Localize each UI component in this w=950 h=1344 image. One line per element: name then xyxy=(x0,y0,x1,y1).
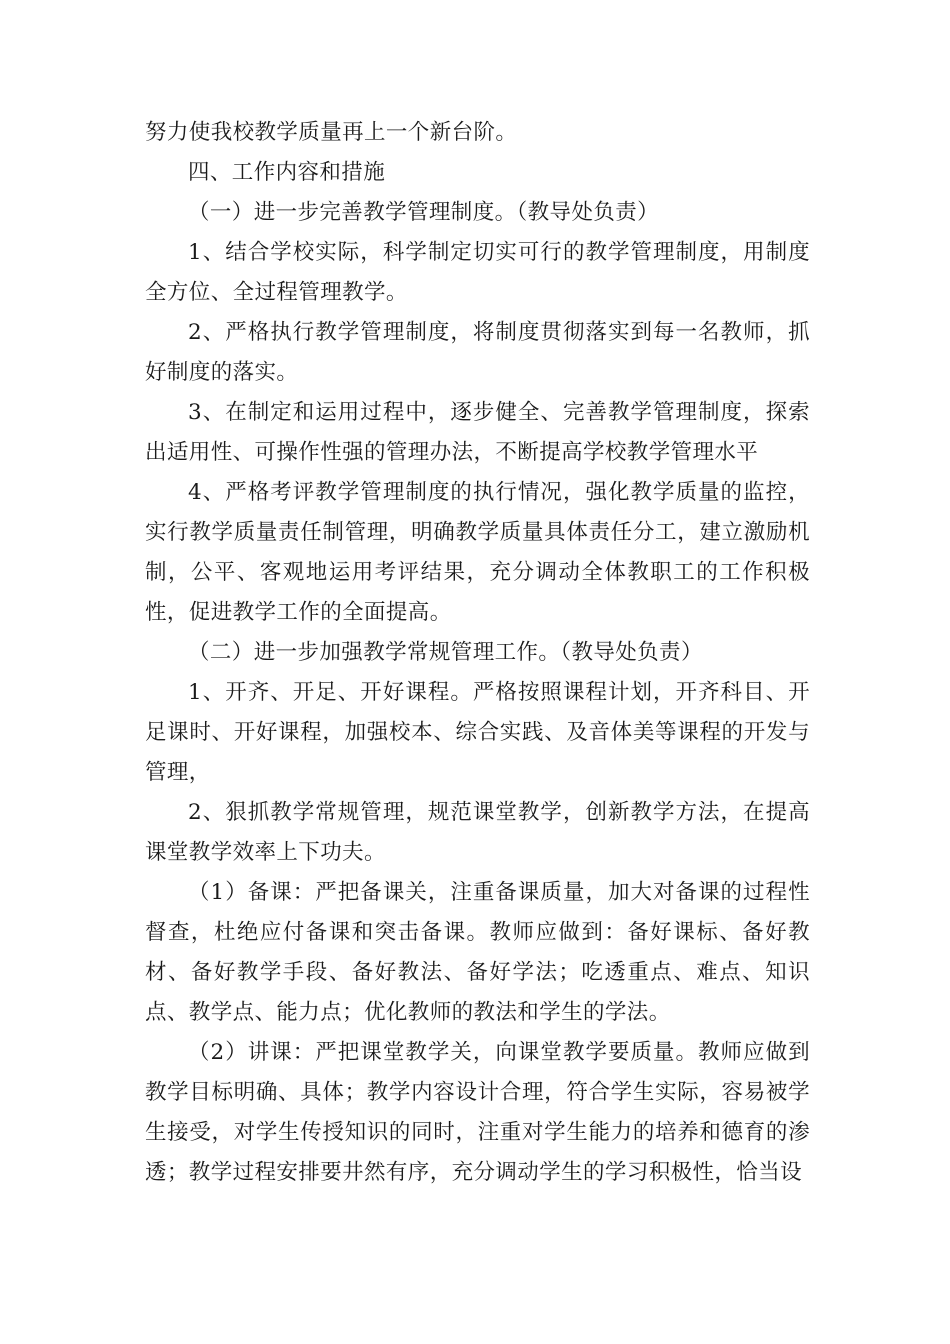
subsection-heading-one: （一）进一步完善教学管理制度。（教导处负责） xyxy=(188,200,660,225)
subsection-heading-two: （二）进一步加强教学常规管理工作。（教导处负责） xyxy=(188,640,703,665)
section-heading-four: 四、工作内容和措施 xyxy=(188,160,386,185)
paragraph-continuation: 努力使我校教学质量再上一个新台阶。 xyxy=(145,120,518,145)
paragraph-lecturing: （2）讲课：严把课堂教学关，向课堂教学要质量。教师应做到教学目标明确、具体；教学内容设计合理，符合学生实际，容易被学生接受，对学生传授知识的同时，注重对学生能力的培养和德育的渗透；教学过程安排要井然有序，充分调动学生的学习积极性，恰当设 xyxy=(145,1040,810,1185)
paragraph-item-2b: 2、狠抓教学常规管理，规范课堂教学，创新教学方法，在提高课堂教学效率上下功夫。 xyxy=(145,800,810,865)
paragraph-item-3: 3、在制定和运用过程中，逐步健全、完善教学管理制度，探索出适用性、可操作性强的管理办法，不断提高学校教学管理水平 xyxy=(145,400,810,465)
paragraph-item-1b: 1、开齐、开足、开好课程。严格按照课程计划，开齐科目、开足课时、开好课程，加强校本、综合实践、及音体美等课程的开发与管理， xyxy=(145,680,810,785)
paragraph-lesson-prep: （1）备课：严把备课关，注重备课质量，加大对备课的过程性督查，杜绝应付备课和突击备课。教师应做到：备好课标、备好教材、备好教学手段、备好教法、备好学法；吃透重点、难点、知识点、教学点、能力点；优化教师的教法和学生的学法。 xyxy=(145,880,810,1025)
paragraph-item-2: 2、严格执行教学管理制度，将制度贯彻落实到每一名教师，抓好制度的落实。 xyxy=(145,320,810,385)
paragraph-item-1: 1、结合学校实际，科学制定切实可行的教学管理制度，用制度全方位、全过程管理教学。 xyxy=(145,240,810,305)
document-body xyxy=(145,113,810,1193)
paragraph-item-4: 4、严格考评教学管理制度的执行情况，强化教学质量的监控，实行教学质量责任制管理，明确教学质量具体责任分工，建立激励机制，公平、客观地运用考评结果，充分调动全体教职工的工作积极性，促进教学工作的全面提高。 xyxy=(145,480,810,625)
